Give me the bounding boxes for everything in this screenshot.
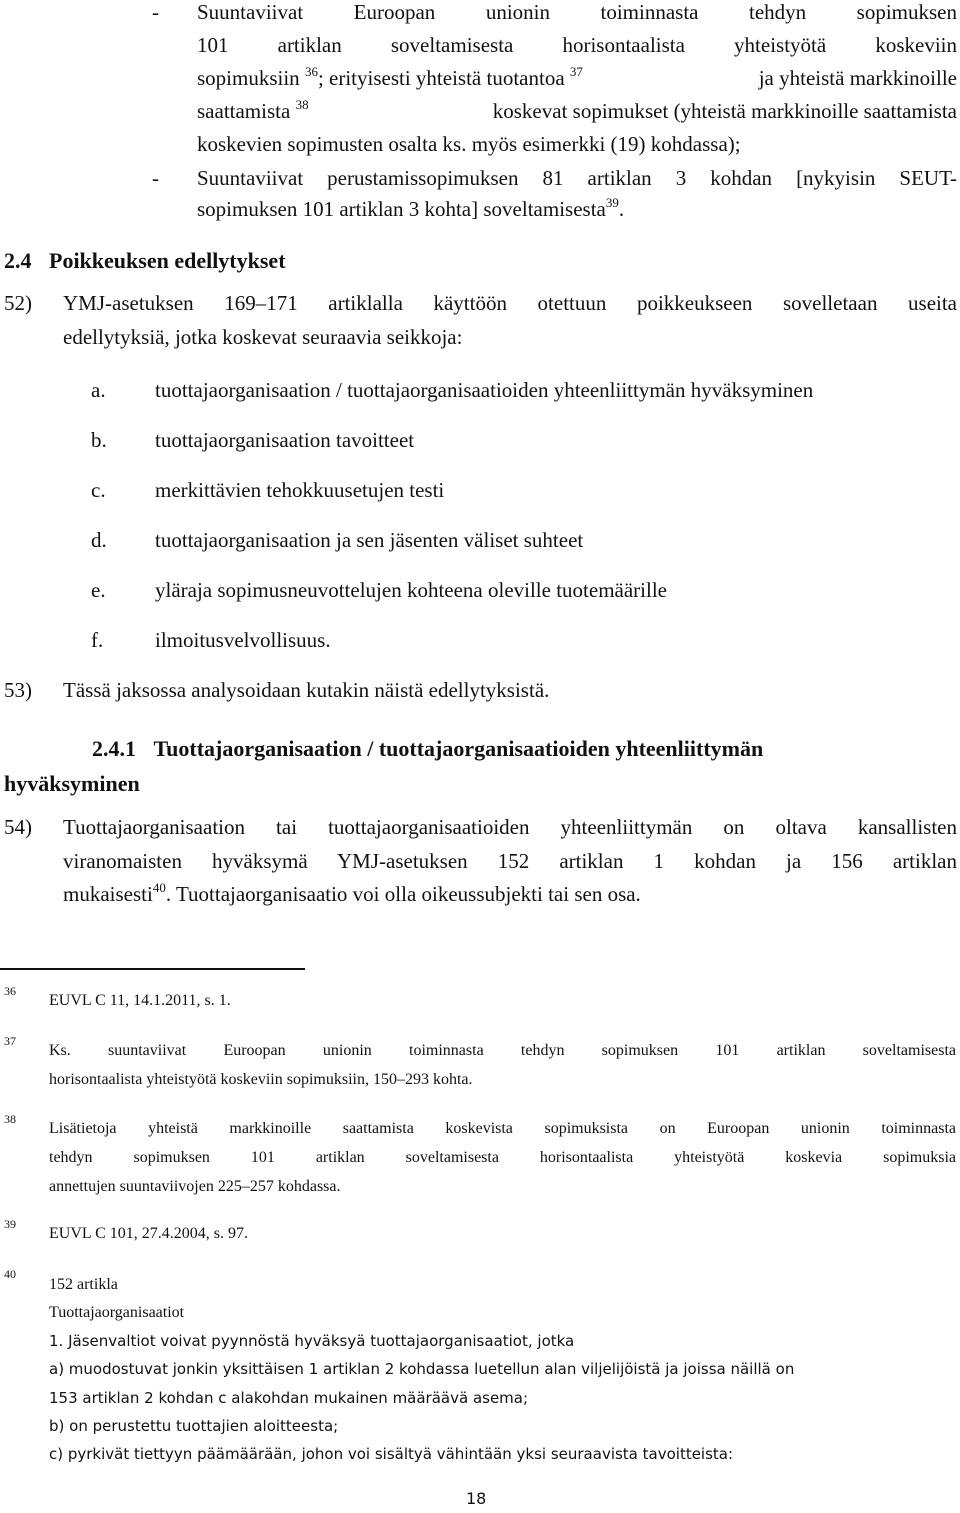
paragraph-number: 52) <box>4 291 32 315</box>
bullet-text-line: saattamista $^{38}$ koskevat sopimukset (yhteistä markkinoille saattamista <box>197 97 957 123</box>
bullet-text-line: sopimuksen 101 artiklan 3 kohta] soveltamisesta$^{39}$. <box>197 195 625 221</box>
footnote-ref[interactable]: 36 <box>304 64 318 79</box>
footnote-ref[interactable]: 37 <box>569 64 583 79</box>
list-item: ilmoitusvelvollisuus. <box>155 628 331 652</box>
footnote-text: c) pyrkivät tiettyyn päämäärään, johon voi sisältyä vähintään yksi seuraavista tavoitteista: <box>49 1445 734 1463</box>
bullet-text-line: Suuntaviivat perustamissopimuksen 81 artiklan 3 kohdan [nykyisin SEUT- <box>197 166 957 190</box>
list-item: tuottajaorganisaation ja sen jäsenten väliset suhteet <box>155 528 584 552</box>
list-item: tuottajaorganisaation tavoitteet <box>155 428 415 452</box>
footnote-text: annettujen suuntaviivojen 225–257 kohdassa. <box>49 1178 341 1195</box>
footnote-ref[interactable]: 40 <box>152 880 166 895</box>
footnote-text: 153 artiklan 2 kohdan c alakohdan mukainen määräävä asema; <box>49 1389 529 1407</box>
paragraph-line: Tuottajaorganisaation tai tuottajaorganisaatioiden yhteenliittymän on oltava kansallisten <box>63 815 957 839</box>
footnote-ref[interactable]: 39 <box>605 195 619 210</box>
page-number: 18 <box>466 1489 487 1508</box>
bullet-dash: - <box>152 166 159 190</box>
paragraph-line: edellytyksiä, jotka koskevat seuraavia seikkoja: <box>63 325 463 349</box>
footnote-separator <box>0 968 305 970</box>
footnote-text: EUVL C 101, 27.4.2004, s. 97. <box>49 1225 248 1242</box>
list-item: merkittävien tehokkuusetujen testi <box>155 478 445 502</box>
paragraph-line: Tässä jaksossa analysoidaan kutakin näistä edellytyksistä. <box>63 678 550 702</box>
bullet-dash: - <box>152 0 159 24</box>
footnote-text: Ks. suuntaviivat Euroopan unionin toiminnasta tehdyn sopimuksen 101 artiklan soveltamisesta <box>49 1042 956 1059</box>
footnote-text: 1. Jäsenvaltiot voivat pyynnöstä hyväksyä tuottajaorganisaatiot, jotka <box>49 1332 575 1350</box>
list-letter: a. <box>91 378 106 402</box>
list-item: yläraja sopimusneuvottelujen kohteena oleville tuotemäärille <box>155 578 667 602</box>
footnote-text: Tuottajaorganisaatiot <box>49 1304 185 1321</box>
section-title: Poikkeuksen edellytykset <box>49 248 286 273</box>
paragraph-line: YMJ-asetuksen 169–171 artiklalla käyttöön otettuun poikkeukseen sovelletaan useita <box>63 291 957 315</box>
footnote-number: 39 <box>4 1217 16 1231</box>
footnote-text: Lisätietoja yhteistä markkinoille saattamista koskevista sopimuksista on Euroopan unionin toiminnasta <box>49 1120 956 1137</box>
paragraph-number: 53) <box>4 678 32 702</box>
subsection-title: Tuottajaorganisaation / tuottajaorganisaatioiden yhteenliittymän <box>153 736 764 761</box>
paragraph-number: 54) <box>4 815 32 839</box>
footnote-number: 36 <box>4 984 16 998</box>
footnote-number: 37 <box>4 1034 16 1048</box>
list-letter: b. <box>91 428 107 452</box>
footnote-text: EUVL C 11, 14.1.2011, s. 1. <box>49 992 231 1009</box>
footnote-number: 40 <box>4 1267 16 1281</box>
subsection-title-cont: hyväksyminen <box>4 771 140 796</box>
footnote-ref[interactable]: 38 <box>295 97 309 112</box>
bullet-text-line: koskevien sopimusten osalta ks. myös esimerkki (19) kohdassa); <box>197 132 741 156</box>
subsection-heading <box>92 736 763 762</box>
list-letter: f. <box>91 628 104 652</box>
paragraph-line: viranomaisten hyväksymä YMJ-asetuksen 152 artiklan 1 kohdan ja 156 artiklan <box>63 849 957 873</box>
list-item: tuottajaorganisaation / tuottajaorganisaatioiden yhteenliittymän hyväksyminen <box>155 378 814 402</box>
bullet-text-line: sopimuksiin $^{36}$; erityisesti yhteistä tuotantoa $^{37}$ ja yhteistä markkinoille <box>197 64 957 90</box>
section-number: 2.4 <box>4 248 32 273</box>
footnote-text: horisontaalista yhteistyötä koskeviin sopimuksiin, 150–293 kohta. <box>49 1071 473 1088</box>
footnote-text: tehdyn sopimuksen 101 artiklan soveltamisesta horisontaalista yhteistyötä koskevia sopimuksia <box>49 1149 956 1166</box>
paragraph-line: mukaisesti$^{40}$. Tuottajaorganisaatio voi olla oikeussubjekti tai sen osa. <box>63 880 641 906</box>
footnote-text: b) on perustettu tuottajien aloitteesta; <box>49 1417 339 1435</box>
footnote-number: 38 <box>4 1112 16 1126</box>
list-letter: d. <box>91 528 107 552</box>
list-letter: e. <box>91 578 106 602</box>
bullet-text-line: 101 artiklan soveltamisesta horisontaalista yhteistyötä koskeviin <box>197 33 957 57</box>
subsection-number: 2.4.1 <box>92 736 136 761</box>
section-heading <box>4 248 286 274</box>
footnote-text: 152 artikla <box>49 1276 118 1293</box>
list-letter: c. <box>91 478 106 502</box>
bullet-text-line: Suuntaviivat Euroopan unionin toiminnasta tehdyn sopimuksen <box>197 0 957 24</box>
footnote-text: a) muodostuvat jonkin yksittäisen 1 artiklan 2 kohdassa luetellun alan viljelijöistä ja joissa näillä on <box>49 1360 795 1378</box>
